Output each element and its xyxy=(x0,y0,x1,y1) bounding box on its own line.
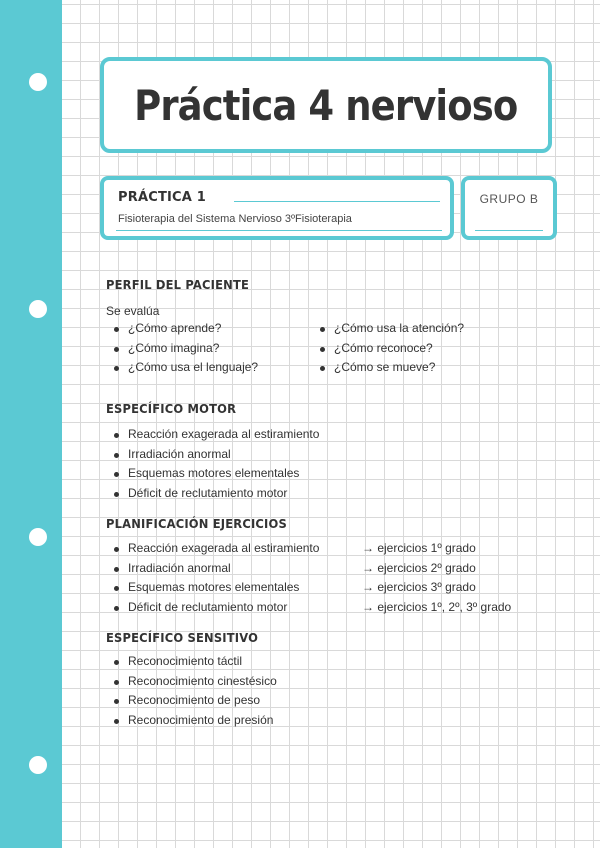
list-item: Déficit de reclutamiento motor xyxy=(108,484,319,504)
list-item: Reacción exagerada al estiramiento xyxy=(108,539,319,559)
list-item: Irradiación anormal xyxy=(108,445,319,465)
binder-hole xyxy=(29,300,47,318)
divider xyxy=(234,201,440,202)
binder-hole xyxy=(29,73,47,91)
section-heading-motor: ESPECÍFICO MOTOR xyxy=(106,401,237,416)
planificacion-list xyxy=(108,539,319,617)
list-item: Reconocimiento de peso xyxy=(108,691,277,711)
list-item: → ejercicios 3º grado xyxy=(362,580,476,594)
group-box xyxy=(461,176,557,240)
list-item: Reconocimiento de presión xyxy=(108,711,277,731)
section-heading-planificacion: PLANIFICACIÓN EJERCICIOS xyxy=(106,516,287,531)
list-item: ¿Cómo se mueve? xyxy=(314,358,464,378)
motor-list xyxy=(108,425,319,503)
practice-info-box xyxy=(100,176,454,240)
list-item: ¿Cómo aprende? xyxy=(108,319,258,339)
planificacion-targets xyxy=(362,539,511,617)
perfil-intro: Se evalúa xyxy=(106,304,160,318)
group-label: GRUPO B xyxy=(479,192,539,206)
divider xyxy=(475,230,543,231)
list-item: ¿Cómo reconoce? xyxy=(314,339,464,359)
binder-strip xyxy=(0,0,62,848)
page-title: Práctica 4 nervioso xyxy=(134,80,518,130)
binder-hole xyxy=(29,756,47,774)
list-item: → ejercicios 2º grado xyxy=(362,560,476,575)
perfil-list-col1 xyxy=(108,319,258,378)
list-item: → ejercicios 1º grado xyxy=(362,541,476,555)
section-heading-perfil: PERFIL DEL PACIENTE xyxy=(106,277,250,292)
list-item: Esquemas motores elementales xyxy=(108,578,319,598)
list-item: Irradiación anormal xyxy=(108,559,319,579)
title-box xyxy=(100,57,552,153)
list-item: ¿Cómo usa la atención? xyxy=(314,319,464,339)
sensitivo-list xyxy=(108,652,277,730)
list-item: Reacción exagerada al estiramiento xyxy=(108,425,319,445)
divider xyxy=(116,230,442,231)
list-item: ¿Cómo usa el lenguaje? xyxy=(108,358,258,378)
list-item: Déficit de reclutamiento motor xyxy=(108,598,319,618)
list-item: Reconocimiento táctil xyxy=(108,652,277,672)
subject-text: Fisioterapia del Sistema Nervioso 3ºFisioterapia xyxy=(118,213,352,225)
list-item: → ejercicios 1º, 2º, 3º grado xyxy=(362,599,512,614)
section-heading-sensitivo: ESPECÍFICO SENSITIVO xyxy=(106,630,259,645)
binder-hole xyxy=(29,528,47,546)
list-item: Reconocimiento cinestésico xyxy=(108,672,277,692)
perfil-list-col2 xyxy=(314,319,464,378)
practice-label: PRÁCTICA 1 xyxy=(118,190,207,205)
list-item: Esquemas motores elementales xyxy=(108,464,319,484)
list-item: ¿Cómo imagina? xyxy=(108,339,258,359)
